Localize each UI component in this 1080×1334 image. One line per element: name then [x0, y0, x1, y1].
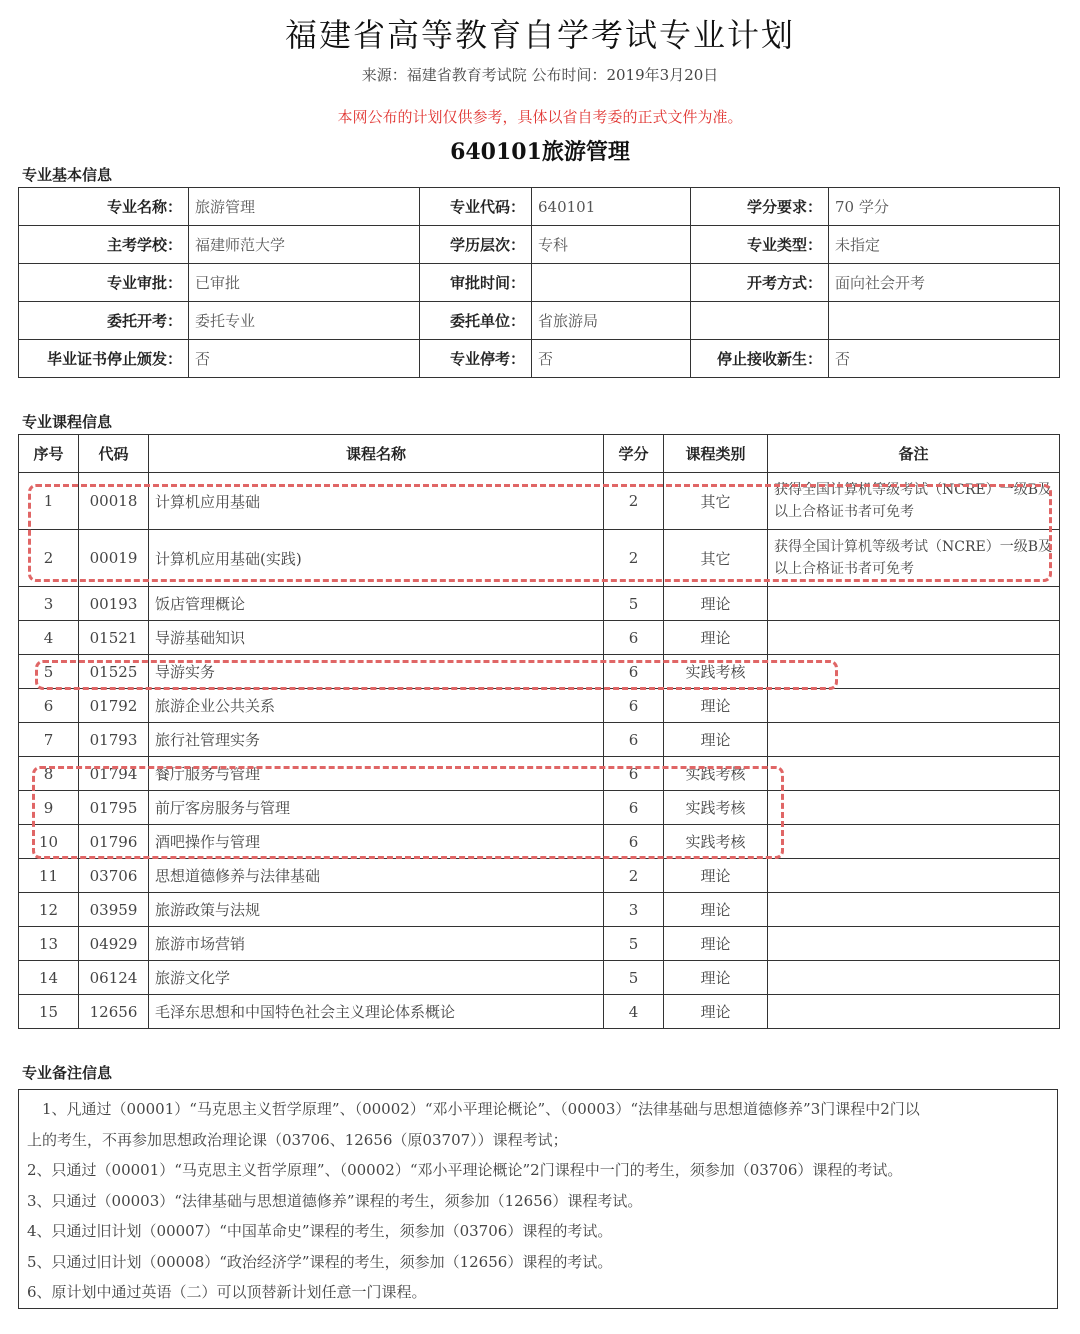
course-index: 9	[19, 791, 79, 825]
course-category: 理论	[664, 961, 768, 995]
course-credit: 6	[604, 689, 664, 723]
info-label: 专业名称：	[19, 188, 189, 226]
course-header-cell: 学分	[604, 435, 664, 473]
course-name: 思想道德修养与法律基础	[149, 859, 604, 893]
info-label: 审批时间：	[420, 264, 532, 302]
course-row	[19, 723, 1060, 757]
course-credit: 5	[604, 587, 664, 621]
course-category: 理论	[664, 621, 768, 655]
course-name: 前厅客房服务与管理	[149, 791, 604, 825]
course-credit: 6	[604, 655, 664, 689]
info-label: 毕业证书停止颁发：	[19, 340, 189, 378]
course-credit: 6	[604, 825, 664, 859]
info-value	[829, 302, 1060, 340]
course-code: 00193	[79, 587, 149, 621]
course-category: 实践考核	[664, 825, 768, 859]
course-code: 01794	[79, 757, 149, 791]
section-title-courses: 专业课程信息	[22, 413, 113, 431]
course-name: 导游基础知识	[149, 621, 604, 655]
course-header-cell: 序号	[19, 435, 79, 473]
course-category: 理论	[664, 723, 768, 757]
course-code: 01795	[79, 791, 149, 825]
info-value: 委托专业	[189, 302, 420, 340]
info-value: 省旅游局	[532, 302, 691, 340]
course-category: 实践考核	[664, 791, 768, 825]
course-row	[19, 859, 1060, 893]
info-value	[532, 264, 691, 302]
course-row	[19, 825, 1060, 859]
course-code: 04929	[79, 927, 149, 961]
course-name: 旅行社管理实务	[149, 723, 604, 757]
course-note	[768, 791, 1060, 825]
course-category: 其它	[664, 530, 768, 587]
info-label: 开考方式：	[691, 264, 829, 302]
course-note	[768, 689, 1060, 723]
info-value: 福建师范大学	[189, 226, 420, 264]
course-note: 获得全国计算机等级考试（NCRE）一级B及以上合格证书者可免考	[768, 473, 1060, 530]
course-name: 导游实务	[149, 655, 604, 689]
course-code: 01792	[79, 689, 149, 723]
course-note	[768, 859, 1060, 893]
course-code: 01525	[79, 655, 149, 689]
course-row	[19, 655, 1060, 689]
course-code: 00018	[79, 473, 149, 530]
course-note	[768, 757, 1060, 791]
course-category: 理论	[664, 893, 768, 927]
course-note	[768, 893, 1060, 927]
remark-line: 上的考生，不再参加思想政治理论课（03706、12656（原03707））课程考试；	[27, 1130, 568, 1149]
course-note	[768, 621, 1060, 655]
course-index: 12	[19, 893, 79, 927]
remark-line: 1、凡通过（00001）“马克思主义哲学原理”、（00002）“邓小平理论概论”、（00003）“法律基础与思想道德修养”3门课程中2门以	[27, 1100, 920, 1118]
course-note: 获得全国计算机等级考试（NCRE）一级B及以上合格证书者可免考	[768, 530, 1060, 587]
course-credit: 4	[604, 995, 664, 1029]
section-title-basic-info: 专业基本信息	[22, 166, 113, 184]
disclaimer-notice: 本网公布的计划仅供参考，具体以省自考委的正式文件为准。	[337, 108, 743, 126]
course-category: 理论	[664, 995, 768, 1029]
course-index: 6	[19, 689, 79, 723]
course-category: 理论	[664, 859, 768, 893]
course-index: 5	[19, 655, 79, 689]
course-name: 餐厅服务与管理	[149, 757, 604, 791]
page-title: 福建省高等教育自学考试专业计划	[284, 16, 795, 54]
course-code: 01796	[79, 825, 149, 859]
course-row	[19, 927, 1060, 961]
course-row	[19, 473, 1060, 530]
info-value: 否	[829, 340, 1060, 378]
info-label: 专业代码：	[420, 188, 532, 226]
info-label: 学分要求：	[691, 188, 829, 226]
course-index: 4	[19, 621, 79, 655]
section-title-remarks: 专业备注信息	[22, 1064, 113, 1082]
course-index: 8	[19, 757, 79, 791]
remark-line: 4、只通过旧计划（00007）“中国革命史”课程的考生，须参加（03706）课程的考试。	[27, 1222, 613, 1240]
course-name: 旅游企业公共关系	[149, 689, 604, 723]
course-name: 计算机应用基础(实践)	[149, 530, 604, 587]
course-row	[19, 757, 1060, 791]
course-category: 理论	[664, 587, 768, 621]
course-index: 15	[19, 995, 79, 1029]
course-index: 10	[19, 825, 79, 859]
remarks-box	[18, 1089, 1058, 1309]
info-label: 学历层次：	[420, 226, 532, 264]
course-credit: 6	[604, 757, 664, 791]
course-index: 3	[19, 587, 79, 621]
course-code: 00019	[79, 530, 149, 587]
info-row	[19, 226, 1060, 264]
course-name: 旅游政策与法规	[149, 893, 604, 927]
info-value: 面向社会开考	[829, 264, 1060, 302]
course-index: 1	[19, 473, 79, 530]
course-header-cell: 课程名称	[149, 435, 604, 473]
info-row	[19, 264, 1060, 302]
course-code: 01793	[79, 723, 149, 757]
course-row	[19, 893, 1060, 927]
info-label: 停止接收新生：	[691, 340, 829, 378]
course-row	[19, 995, 1060, 1029]
course-header-cell: 代码	[79, 435, 149, 473]
course-name: 计算机应用基础	[149, 473, 604, 530]
info-value: 已审批	[189, 264, 420, 302]
info-row	[19, 188, 1060, 226]
course-credit: 2	[604, 859, 664, 893]
course-category: 实践考核	[664, 757, 768, 791]
info-label: 专业类型：	[691, 226, 829, 264]
course-credit: 2	[604, 530, 664, 587]
course-credit: 6	[604, 791, 664, 825]
course-row	[19, 791, 1060, 825]
remark-line: 5、只通过旧计划（00008）“政治经济学”课程的考生，须参加（12656）课程的考试。	[27, 1252, 613, 1271]
course-index: 2	[19, 530, 79, 587]
course-name: 酒吧操作与管理	[149, 825, 604, 859]
course-table-header	[19, 435, 1060, 473]
course-code: 03706	[79, 859, 149, 893]
course-index: 7	[19, 723, 79, 757]
course-index: 11	[19, 859, 79, 893]
info-value: 否	[189, 340, 420, 378]
course-header-cell: 备注	[768, 435, 1060, 473]
info-value: 未指定	[829, 226, 1060, 264]
course-header-cell: 课程类别	[664, 435, 768, 473]
course-name: 饭店管理概论	[149, 587, 604, 621]
course-category: 实践考核	[664, 655, 768, 689]
course-table	[18, 434, 1060, 1029]
course-category: 理论	[664, 689, 768, 723]
info-row	[19, 302, 1060, 340]
course-note	[768, 825, 1060, 859]
course-row	[19, 961, 1060, 995]
info-label: 主考学校：	[19, 226, 189, 264]
remark-line: 2、只通过（00001）“马克思主义哲学原理”、（00002）“邓小平理论概论”2门课程中一门的考生，须参加（03706）课程的考试。	[27, 1161, 903, 1179]
course-credit: 5	[604, 961, 664, 995]
course-row	[19, 621, 1060, 655]
course-credit: 3	[604, 893, 664, 927]
course-note	[768, 927, 1060, 961]
course-note	[768, 655, 1060, 689]
course-index: 14	[19, 961, 79, 995]
info-label	[691, 302, 829, 340]
course-category: 理论	[664, 927, 768, 961]
source-line: 来源：福建省教育考试院 公布时间：2019年3月20日	[361, 66, 719, 84]
info-label: 专业停考：	[420, 340, 532, 378]
info-label: 委托开考：	[19, 302, 189, 340]
course-row	[19, 689, 1060, 723]
course-note	[768, 587, 1060, 621]
info-row	[19, 340, 1060, 378]
course-name: 旅游市场营销	[149, 927, 604, 961]
info-value: 否	[532, 340, 691, 378]
course-note	[768, 961, 1060, 995]
course-credit: 5	[604, 927, 664, 961]
course-credit: 6	[604, 723, 664, 757]
course-code: 01521	[79, 621, 149, 655]
course-name: 毛泽东思想和中国特色社会主义理论体系概论	[149, 995, 604, 1029]
course-row	[19, 530, 1060, 587]
info-value: 70 学分	[829, 188, 1060, 226]
basic-info-table	[18, 187, 1060, 378]
info-value: 旅游管理	[189, 188, 420, 226]
info-label: 专业审批：	[19, 264, 189, 302]
course-index: 13	[19, 927, 79, 961]
info-label: 委托单位：	[420, 302, 532, 340]
course-note	[768, 995, 1060, 1029]
course-code: 12656	[79, 995, 149, 1029]
course-code: 06124	[79, 961, 149, 995]
course-credit: 2	[604, 473, 664, 530]
remark-line: 6、原计划中通过英语（二）可以顶替新计划任意一门课程。	[27, 1283, 427, 1301]
course-code: 03959	[79, 893, 149, 927]
course-name: 旅游文化学	[149, 961, 604, 995]
info-value: 专科	[532, 226, 691, 264]
course-note	[768, 723, 1060, 757]
course-credit: 6	[604, 621, 664, 655]
major-title: 640101旅游管理	[450, 139, 630, 165]
info-value: 640101	[532, 188, 691, 226]
remark-line: 3、只通过（00003）“法律基础与思想道德修养”课程的考生，须参加（12656）课程考试。	[27, 1191, 643, 1210]
course-row	[19, 587, 1060, 621]
course-category: 其它	[664, 473, 768, 530]
